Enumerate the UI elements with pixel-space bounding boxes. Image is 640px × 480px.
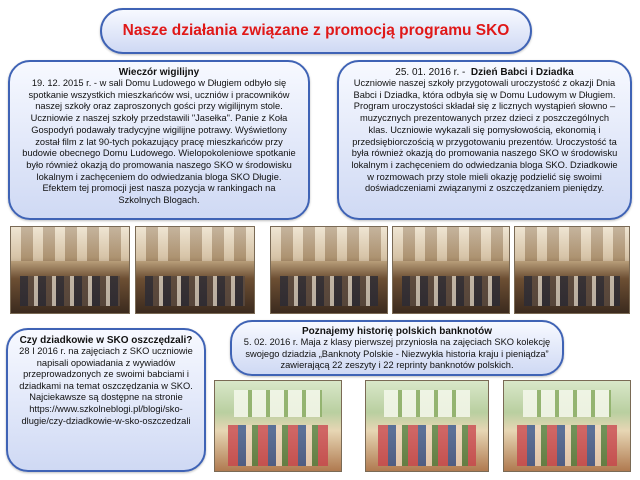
- babcia-heading: [351, 67, 618, 78]
- babcia-date: 25. 01. 2016 r. -: [395, 67, 466, 78]
- babcia-photo-3: [514, 226, 630, 314]
- banknoty-section: [230, 320, 564, 376]
- banknoty-title: Poznajemy historię polskich banknotów: [301, 326, 493, 337]
- dziadkowie-title: Czy dziadkowie w SKO oszczędzali?: [19, 335, 193, 346]
- page-title: Nasze działania związane z promocją programu SKO: [122, 22, 510, 39]
- title-banner: [100, 8, 532, 54]
- wigilia-text: 19. 12. 2015 r. - w sali Domu Ludowego w Długiem odbyło się spotkanie wszystkich mieszkańców wsi, uczniów i pracowników naszej szkoły oraz zaproszonych gości przy wigilijnym stole. Uczniowie z naszej szkoły przedstawili "Jasełka". Panie z Koła Gospodyń podawały tradycyjne wigilijne potrawy. Wyświetlony został film z lat 90-tych pokazujący pracę mieszkańców przy budowie obecnego Domu Ludowego. Wielopokoleniowe spotkanie było również okazją do promowania naszego SKO w środowisku lokalnym i zachęceniem do odwiedzania bloga SKO Długie. Efektem tej promocji jest nasza pozycja w rankingach na Szkolnych Blogach.: [22, 78, 296, 206]
- dziadkowie-section: [6, 328, 206, 472]
- babcia-title: Dzień Babci i Dziadka: [470, 67, 574, 78]
- wigilia-title: Wieczór wigilijny: [118, 67, 200, 78]
- banknoty-photo-2: [365, 380, 489, 472]
- banknoty-text: 5. 02. 2016 r. Maja z klasy pierwszej przyniosła na zajęciach SKO kolekcję swojego dziadzia „Banknoty Polskie - Niezwykła historia kraju i pieniądza” zawierającą 22 zeszyty i 22 reprinty banknotów polskich.: [243, 337, 551, 370]
- banknoty-photo-1: [214, 380, 342, 472]
- banknoty-photo-3: [503, 380, 631, 472]
- wigilia-photo-2: [135, 226, 255, 314]
- dziadkowie-text: 28 I 2016 r. na zajęciach z SKO uczniowie napisali opowiadania z wywiadów przeprowadzonych ze swoimi babciami i dziadkami na temat oszczędzania w SKO. Najciekawsze są dostępne na stronie https://www.szkolneblogi.pl/blogi/sko-dlugie/czy-dziadkowie-w-sko-oszczedzali: [19, 346, 193, 426]
- wigilia-photo-1: [10, 226, 130, 314]
- babcia-section: [337, 60, 632, 220]
- babcia-photo-2: [392, 226, 510, 314]
- wigilia-section: [8, 60, 310, 220]
- babcia-photo-1: [270, 226, 388, 314]
- babcia-text: Uczniowie naszej szkoły przygotowali uroczystość z okazji Dnia Babci i Dziadka, która odbyła się w Domu Ludowym w Długiem. Program uroczystości składał się z licznych wystąpień słowno – muzycznych prezentowanych przez dzieci z poszczególnych klas. Uczniowie wykazali się pomysłowością, ekonomią i przedsiębiorczością w przygotowaniu prezentów. Uroczystość ta była również okazją do promowania naszego SKO w środowisku lokalnym i zachęceniem do odwiedzania bloga SKO. Dziadkowie w rozmowach przy stole mieli okazję podzielić się swoimi doświadczeniami związanymi z oszczędzaniem pieniędzy.: [351, 78, 618, 194]
